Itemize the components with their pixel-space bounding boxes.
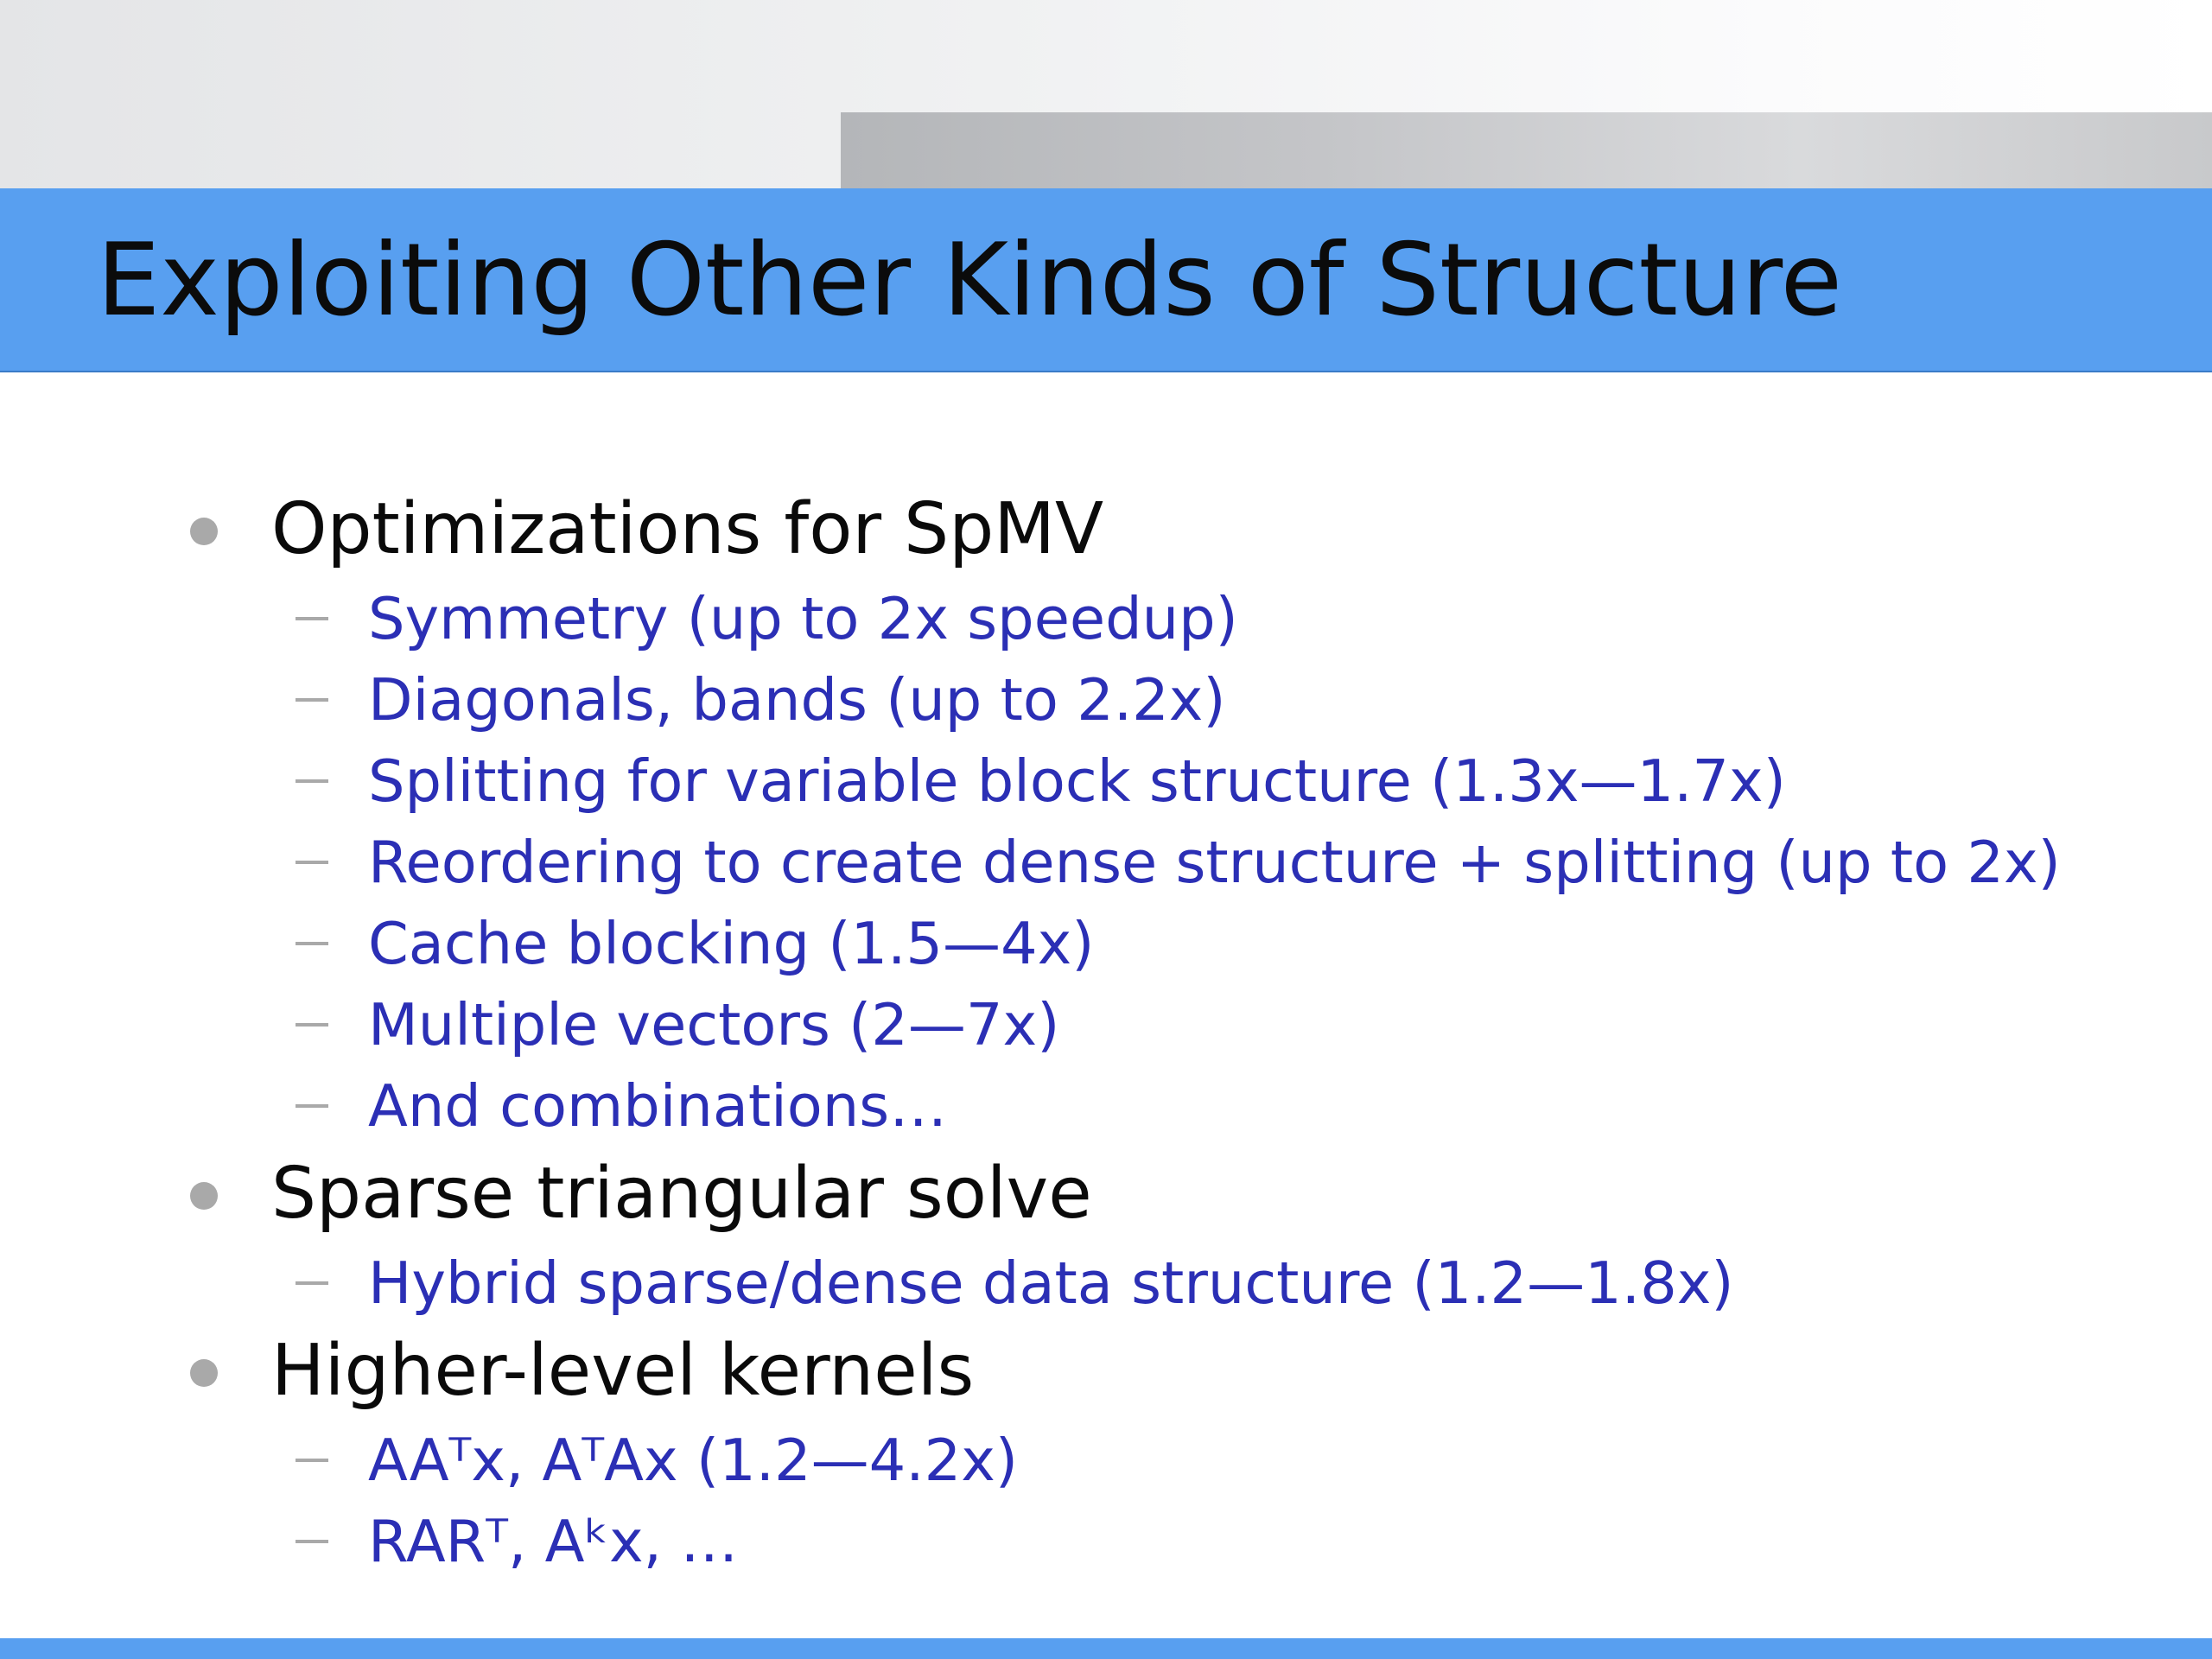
sub-bullet-text: Cache blocking (1.5—4x): [368, 910, 1095, 977]
sub-bullet-text: Splitting for variable block structure (1.3x—1.7x): [368, 747, 1786, 815]
dash-icon: [296, 861, 328, 864]
sub-bullet-text: Multiple vectors (2—7x): [368, 991, 1060, 1058]
sub-bullet-text: Reordering to create dense structure + splitting (up to 2x): [368, 829, 2061, 896]
dash-icon: [296, 1540, 328, 1543]
dash-icon: [296, 617, 328, 620]
bullet-heading: Higher-level kernels: [271, 1330, 975, 1412]
dash-icon: [296, 779, 328, 783]
sub-bullet-text: And combinations…: [368, 1072, 948, 1140]
bullet-dot-icon: [190, 518, 218, 545]
sub-bullet-text: Symmetry (up to 2x speedup): [368, 585, 1238, 652]
bullet-heading: Optimizations for SpMV: [271, 488, 1104, 570]
dash-icon: [296, 942, 328, 945]
sub-bullet-text: RARᵀ, Aᵏx, …: [368, 1508, 739, 1575]
bullet-dot-icon: [190, 1182, 218, 1210]
dash-icon: [296, 698, 328, 702]
bullet-dot-icon: [190, 1359, 218, 1387]
dash-icon: [296, 1104, 328, 1108]
dash-icon: [296, 1281, 328, 1285]
slide-title: Exploiting Other Kinds of Structure: [97, 222, 1843, 339]
sub-bullet-text: Diagonals, bands (up to 2.2x): [368, 666, 1226, 734]
sub-bullet-text: AAᵀx, AᵀAx (1.2—4.2x): [368, 1427, 1018, 1494]
sub-bullet-text: Hybrid sparse/dense data structure (1.2—1.8x): [368, 1249, 1734, 1317]
bullet-heading: Sparse triangular solve: [271, 1153, 1092, 1235]
dash-icon: [296, 1459, 328, 1462]
footer-bar: [0, 1638, 2212, 1659]
dash-icon: [296, 1023, 328, 1027]
